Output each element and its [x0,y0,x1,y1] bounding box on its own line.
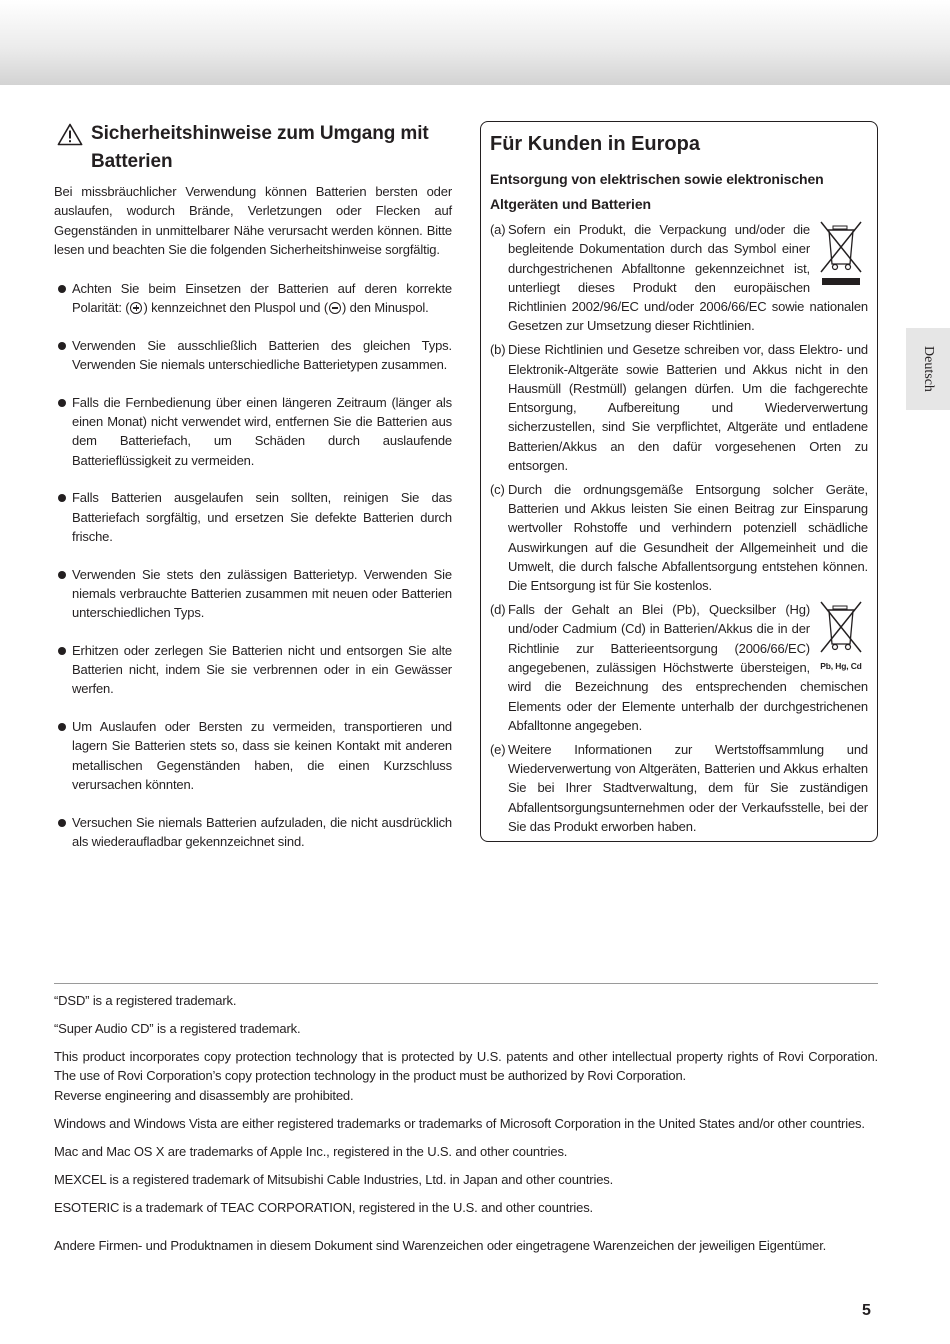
list-item-text: Falls der Gehalt an Blei (Pb), Quecksilber (Hg) und/oder Cadmium (Cd) in Batterien/Akkus die in der Richtlinie zur Batterieentsorgung (2006/66/EC) angegebenen, zulässigen Höchstwerte übersteigen, wird die Bezeichnung des entsprechenden chemischen Elements oder der Elemente unterhalb der durchgestrichenen Abfalltonne angegeben. [508,602,868,733]
list-marker: (e) [490,741,506,757]
language-tab-label: Deutsch [921,346,936,392]
list-item [490,740,868,836]
list-item [54,488,452,546]
europe-disposal-box [480,121,878,842]
list-item [490,220,868,336]
crossed-out-wheelie-bin-icon [814,600,868,656]
header-gradient-bar [0,0,950,85]
list-item [54,717,452,794]
crossed-out-wheelie-bin-icon [814,220,868,276]
battery-safety-list [54,279,452,852]
windows-trademark-note: Windows and Windows Vista are either registered trademarks or trademarks of Microsoft Corporation in the United States and/or other countries. [54,1115,865,1131]
warning-triangle-icon [57,123,83,146]
other-trademarks-note: Andere Firmen- und Produktnamen in diesem Dokument sind Warenzeichen oder eingetragene Warenzeichen der jeweiligen Eigentümer. [54,1237,827,1253]
list-item [54,565,452,623]
list-item [54,393,452,470]
bullet-dot [58,571,66,579]
crossed-bin-symbol-metals [814,600,868,670]
bullet-dot [58,399,66,407]
list-item [54,279,452,318]
heavy-metals-label: Pb, Hg, Cd [820,661,862,672]
footer-divider [54,983,878,984]
rovi-notice [54,1047,878,1105]
minus-pole-icon [329,302,341,314]
list-item-text: Um Auslaufen oder Bersten zu vermeiden, transportieren und lagern Sie Batterien stets so, dass sie keinen Kontakt mit anderen metallischen Gegenständen haben, die einen Kurzschluss verursachen könnten. [72,719,452,792]
list-item-text: Erhitzen oder zerlegen Sie Batterien nicht und entsorgen Sie alte Batterien nicht, indem Sie sie verbrennen oder in ein Gewässer werfen. [72,642,452,697]
plus-pole-icon [130,302,142,314]
list-item-text: Durch die ordnungsgemäße Entsorgung solcher Geräte, Batterien und Akkus leisten Sie einen Beitrag zur Einsparung wertvoller Rohstoffe und verhindern potenziell schädliche Auswirkungen auf die Gesundheit der Allgemeinheit und die Umwelt, die durch falsche Abfallentsorgung entstehen können. Die Entsorgung ist für Sie kostenlos. [508,481,868,594]
polarity-text-middle: ) kennzeichnet den Pluspol und ( [143,299,328,315]
list-marker: (c) [490,481,505,497]
mexcel-trademark-note: MEXCEL is a registered trademark of Mitsubishi Cable Industries, Ltd. in Japan and other countries. [54,1171,614,1187]
bullet-dot [58,723,66,731]
list-item-text: Versuchen Sie niemals Batterien aufzuladen, die nicht ausdrücklich als wiederaufladbar gekennzeichnet sind. [72,814,452,849]
trademark-notices [54,991,878,1264]
list-marker: (a) [490,222,506,237]
bullet-dot [58,819,66,827]
page-number: 5 [862,1302,871,1319]
sacd-trademark-note: “Super Audio CD” is a registered trademark. [54,1020,301,1036]
europe-title: Für Kunden in Europa [490,133,700,155]
list-item-text: Verwenden Sie ausschließlich Batterien des gleichen Typs. Verwenden Sie niemals unterschiedliche Batterietypen zusammen. [72,337,452,372]
dsd-trademark-note: “DSD” is a registered trademark. [54,993,237,1008]
bullet-dot [58,647,66,655]
list-item-text: Diese Richtlinien und Gesetze schreiben vor, dass Elektro- und Elektronik-Altgeräte sowie Batterien und Akkus nicht in den Hausmüll (Restmüll) gelangen dürfen. Um die fachgerechte Entsorgung, Aufbereitung und Wiederverwertung sicherzustellen, sind Sie verpflichtet, Altgeräte und entladene Batterien/Akkus an den dafür vorgesehenen Orten zu entsorgen. [508,342,868,474]
battery-safety-title: Sicherheitshinweise zum Umgang mit Batterien [91,123,429,172]
bullet-dot [58,494,66,502]
bullet-dot [58,285,66,293]
list-item-text: Falls die Fernbedienung über einen längeren Zeitraum (länger als einen Monat) nicht verwendet wird, entfernen Sie die Batterien aus dem Batteriefach, um Schäden durch auslaufende Batterieflüssigkeit zu vermeiden. [72,394,452,468]
list-item [54,813,452,852]
battery-safety-heading [54,120,452,176]
list-item-text: Sofern ein Produkt, die Verpackung und/oder die begleitende Dokumentation durch das Symbol einer durchgestrichenen Abfalltonne gekennzeichnet ist, unterliegt dieses Produkt den europäischen Richtlinien 2002/96/EC und/oder 2006/66/EC sowie nationalen Gesetzen zur Umsetzung dieser Richtlinien. [508,222,868,334]
list-item [54,641,452,699]
mac-trademark-note: Mac and Mac OS X are trademarks of Apple Inc., registered in the U.S. and other countries. [54,1143,568,1159]
list-item [490,340,868,475]
crossed-bin-symbol [814,220,868,289]
battery-safety-section [54,120,452,851]
bullet-dot [58,342,66,350]
list-item-text: Verwenden Sie stets den zulässigen Batterietyp. Verwenden Sie niemals verbrauchte Batterien zusammen mit neuen oder Batterien unterschiedlichen Typs. [72,566,452,621]
europe-disposal-list [490,220,868,836]
list-item-text: Weitere Informationen zur Wertstoffsammlung und Wiederverwertung von Altgeräten, Batterien und Akkus erhalten Sie bei Ihrer Stadtverwaltung, dem für Sie zuständigen Abfallentsorgungsunternehmen oder der Verkaufsstelle, bei der Sie das Produkt erworben haben. [508,741,868,834]
list-item [490,600,868,735]
list-item-text: Falls Batterien ausgelaufen sein sollten, reinigen Sie das Batteriefach sorgfältig, und ersetzen Sie defekte Batterien durch frische. [72,490,452,544]
list-item [490,480,868,596]
rovi-notice-text: This product incorporates copy protection technology that is protected by U.S. patents and other intellectual property rights of Rovi Corporation. The use of Rovi Corporation’s copy protection technology in the product must be authorized by Rovi Corporation. [54,1048,878,1084]
bin-underline-bar [822,278,860,285]
battery-safety-intro: Bei missbräuchlicher Verwendung können Batterien bersten oder auslaufen, wodurch Brände, Verletzungen oder Flecken auf Gegenständen in unmittelbarer Nähe verursacht werden können. Bitte lesen und beachten Sie die folgenden Sicherheitshinweise sorgfältig. [54,184,452,257]
polarity-text-start: Achten Sie beim Einsetzen der Batterien auf deren korrekte Polarität: ( [72,280,452,315]
list-marker: (b) [490,342,506,358]
list-item [54,336,452,375]
esoteric-trademark-note: ESOTERIC is a trademark of TEAC CORPORATION, registered in the U.S. and other countries. [54,1199,594,1215]
language-tab [906,328,950,410]
reverse-engineering-note: Reverse engineering and disassembly are prohibited. [54,1087,354,1103]
europe-subtitle: Entsorgung von elektrischen sowie elektronischen Altgeräten und Batterien [490,171,824,212]
list-marker: (d) [490,602,506,618]
polarity-text-end: ) den Minuspol. [342,299,429,315]
